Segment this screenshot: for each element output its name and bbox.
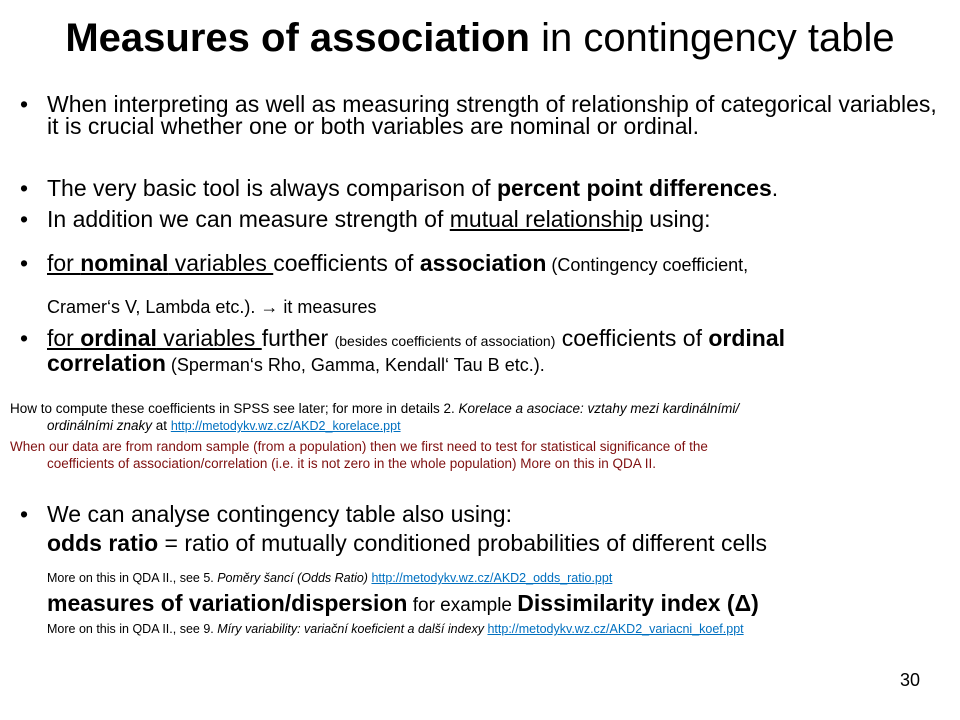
bullet-4-mid: coefficients of	[273, 250, 420, 276]
bullet-3-pre: In addition we can measure strength of	[47, 206, 450, 232]
variation-note-pre: More on this in QDA II., see 9.	[47, 622, 218, 636]
bullet-3-post: using:	[642, 206, 711, 232]
odds-ratio-line	[47, 530, 767, 556]
bullet-5-u2: variables	[156, 325, 262, 351]
dissimilarity-bold: Dissimilarity index (Δ)	[517, 590, 759, 616]
note-1-italic: Korelace a asociace: vztahy mezi kardinálními/	[458, 401, 740, 416]
bullet-4-small: (Contingency coefficient,	[546, 255, 749, 275]
odds-ratio-rest: = ratio of mutually conditioned probabilities of different cells	[158, 530, 767, 556]
bullet-4	[20, 252, 945, 327]
bullet-6	[20, 503, 945, 525]
bullet-4-nominal: nominal	[80, 250, 169, 276]
note-1-italic2: ordinálními znaky	[47, 418, 153, 433]
bullet-5-tiny: (besides coefficients of association)	[334, 333, 556, 349]
bullet-dot: •	[20, 325, 29, 351]
bullet-5-ordinal-bold: ordinal	[708, 325, 786, 351]
bullet-4-association: association	[419, 250, 547, 276]
bullet-5-small: (Sperman‘s Rho, Gamma, Kendall‘ Tau B etc.).	[165, 355, 545, 375]
note-significance	[10, 438, 950, 472]
bullet-5	[20, 327, 945, 376]
bullet-dot: •	[20, 91, 29, 117]
variation-note	[47, 621, 744, 637]
bullet-6-text: We can analyse contingency table also using:	[47, 501, 512, 527]
odds-note-pre: More on this in QDA II., see 5.	[47, 571, 218, 585]
bullet-2-post: .	[771, 175, 779, 201]
variation-bold: measures of variation/dispersion	[47, 590, 408, 616]
note-spss	[10, 400, 950, 435]
bullet-5-mid: further	[261, 325, 335, 351]
bullet-4-u1: for	[47, 250, 81, 276]
variation-mid: for example	[407, 595, 518, 616]
bullet-2-pre: The very basic tool is always comparison of	[47, 175, 497, 201]
page-number: 30	[899, 670, 920, 690]
bullet-dot: •	[20, 206, 29, 232]
bullet-dot: •	[20, 501, 29, 527]
bullet-dot: •	[20, 250, 29, 276]
bullet-5-correlation: correlation	[47, 350, 166, 376]
note-2-line1: When our data are from random sample (from a population) then we first need to test for statistical significance of the	[10, 439, 708, 454]
slide-title	[0, 14, 960, 62]
korelace-link[interactable]: http://metodykv.wz.cz/AKD2_korelace.ppt	[170, 419, 401, 433]
bullet-1	[20, 93, 945, 137]
bullet-4-u2: variables	[168, 250, 274, 276]
note-1-at: at	[152, 418, 171, 433]
bullet-2-bold: percent point differences	[496, 175, 772, 201]
title-rest: in contingency table	[529, 16, 895, 60]
odds-note-italic: Poměry šancí (Odds Ratio)	[217, 571, 368, 585]
odds-ratio-link[interactable]: http://metodykv.wz.cz/AKD2_odds_ratio.ppt	[371, 571, 613, 585]
note-1-pre: How to compute these coefficients in SPSS see later; for more in details 2.	[10, 401, 459, 416]
bullet-3-underlined: mutual relationship	[449, 206, 643, 232]
variacni-link[interactable]: http://metodykv.wz.cz/AKD2_variacni_koef.ppt	[487, 622, 744, 636]
odds-ratio-note	[47, 570, 612, 586]
bullet-1-text: When interpreting as well as measuring strength of relationship of categorical variables, it is crucial whether one or both variables are nominal or ordinal.	[47, 91, 937, 139]
bullet-4-line2: Cramer‘s V, Lambda etc.). → it measures	[47, 297, 377, 317]
bullet-2	[20, 177, 945, 199]
bullet-3	[20, 208, 945, 230]
variation-line	[47, 590, 759, 619]
variation-note-italic: Míry variability: variační koeficient a další indexy	[217, 622, 484, 636]
note-2-line2: coefficients of association/correlation (i.e. it is not zero in the whole population) More on this in QDA II.	[47, 456, 657, 471]
bullet-5-u1: for	[47, 325, 81, 351]
bullet-5-mid2: coefficients of	[555, 325, 709, 351]
odds-ratio-bold: odds ratio	[47, 530, 159, 556]
title-bold: Measures of association	[65, 16, 530, 60]
bullet-dot: •	[20, 175, 29, 201]
bullet-5-ordinal: ordinal	[80, 325, 157, 351]
